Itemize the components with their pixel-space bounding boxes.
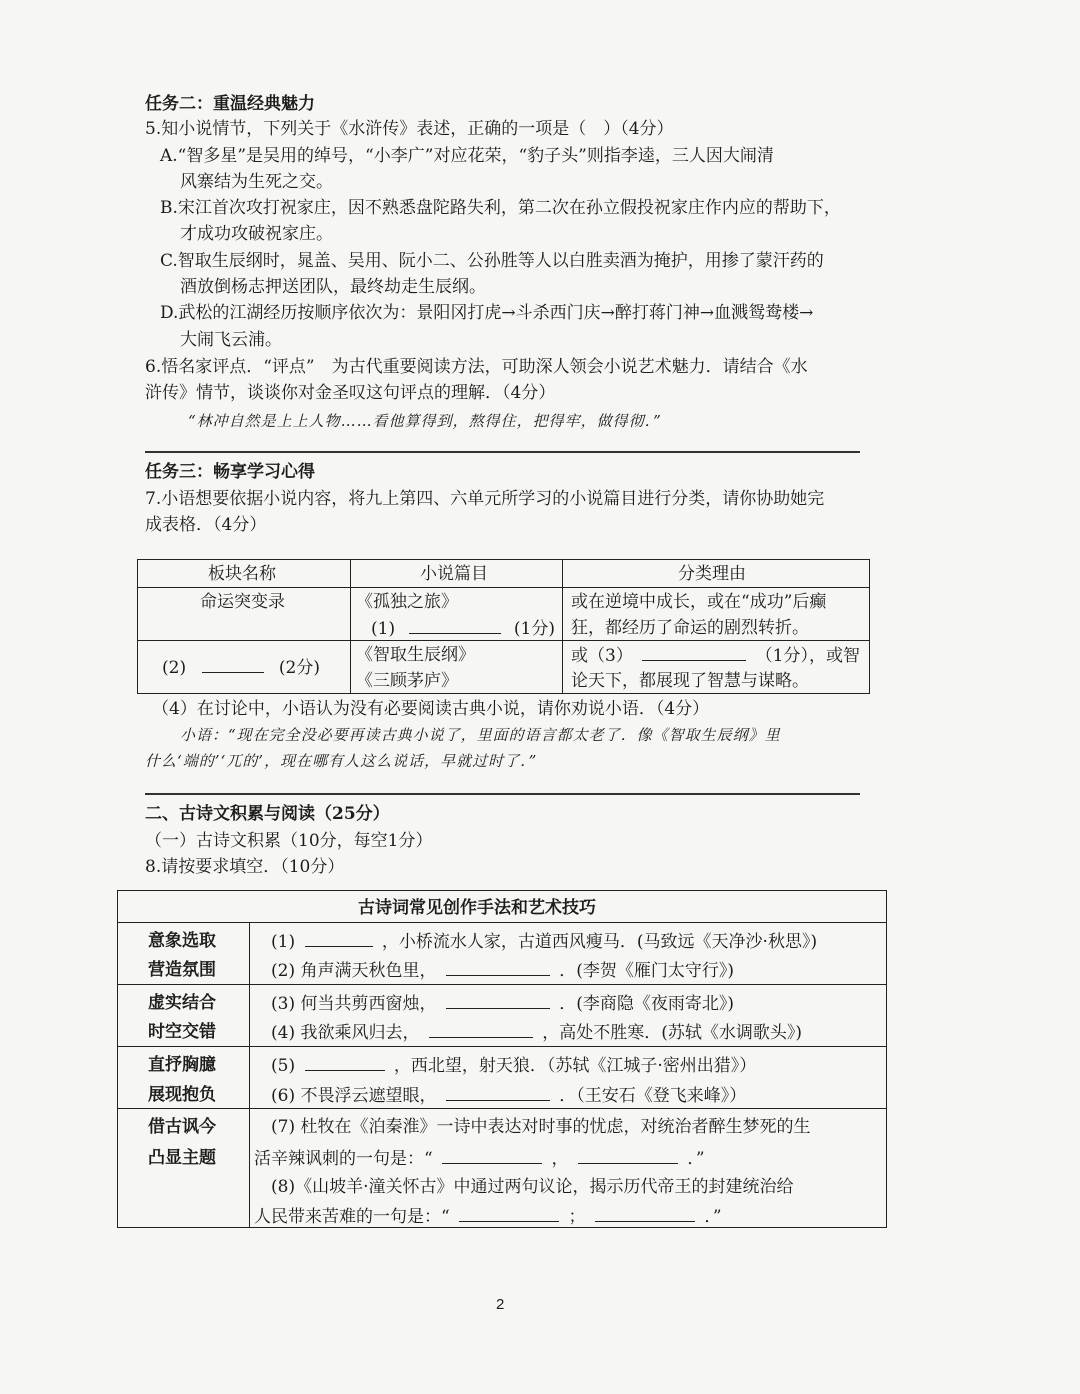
row2-work1: 《智取生辰纲》 — [356, 645, 475, 665]
poetry-table — [117, 890, 887, 1228]
q8-7-line1: (7) 杜牧在《泊秦淮》一诗中表达对时事的忧虑，对统治者醉生梦死的生 — [271, 1117, 811, 1137]
row2-reason-line1: 或（3） （1分），或智 — [571, 646, 860, 666]
classification-table — [137, 559, 870, 694]
q8-stem: 8.请按要求填空．（10分） — [145, 857, 345, 877]
row3-category-line2: 展现抱负 — [148, 1085, 216, 1105]
row1-blank: (1) (1分) — [371, 619, 555, 639]
row1-reason-line2: 狂，都经历了命运的剧烈转折。 — [571, 618, 809, 638]
q7-4-quote-line2: 什么‘端的’‘兀的’，现在哪有人这么说话，早就过时了．” — [145, 752, 538, 770]
q5-option-d-line2: 大闹飞云浦。 — [180, 330, 282, 350]
blank-8b[interactable] — [595, 1205, 695, 1222]
table-header-works: 小说篇目 — [420, 564, 488, 584]
row1-reason-line1: 或在逆境中成长，或在“成功”后癫 — [571, 592, 827, 612]
blank-3[interactable] — [446, 992, 550, 1009]
blank-8a[interactable] — [459, 1205, 559, 1222]
row1-work1: 《孤独之旅》 — [356, 592, 458, 612]
task3-heading: 任务三：畅享学习心得 — [145, 462, 315, 482]
row2-category-line2: 时空交错 — [148, 1022, 216, 1042]
q5-option-c-line2: 酒放倒杨志押送团队，最终劫走生辰纲。 — [180, 277, 486, 297]
q5-stem: 5.知小说情节，下列关于《水浒传》表述，正确的一项是（ ）（4分） — [145, 119, 674, 139]
q7-line1: 7.小语想要依据小说内容，将九上第四、六单元所学习的小说篇目进行分类，请你协助她完 — [145, 489, 825, 509]
row2-category-line1: 虚实结合 — [148, 993, 216, 1013]
blank-4-line: (4) 我欲乘风归去， ，高处不胜寒．(苏轼《水调歌头》) — [271, 1023, 803, 1043]
blank-2[interactable] — [446, 959, 550, 976]
section2-sub1: （一）古诗文积累（10分，每空1分） — [145, 831, 433, 851]
q7-4-quote-line1: 小语：“现在完全没必要再读古典小说了，里面的语言都太老了．像《智取生辰纲》里 — [180, 726, 781, 744]
q5-option-a-line1: A.“智多星”是吴用的绰号，“小李广”对应花荣，“豹子头”则指李逵，三人因大闹清 — [160, 146, 774, 166]
row1-category-line2: 营造氛围 — [148, 960, 216, 980]
row4-category-line1: 借古讽今 — [148, 1117, 216, 1137]
row1-work-blank[interactable] — [409, 617, 501, 634]
blank-5[interactable] — [305, 1054, 385, 1071]
q5-option-d-line1: D.武松的江湖经历按顺序依次为：景阳冈打虎→斗杀西门庆→醉打蒋门神→血溅鸳鸯楼→ — [160, 303, 814, 323]
blank-8-line: 人民带来苦难的一句是：“ ； ．” — [254, 1207, 722, 1227]
blank-5-line: (5) ，西北望，射天狼．（苏轼《江城子·密州出猎》） — [271, 1056, 757, 1076]
table-header-reason: 分类理由 — [678, 564, 746, 584]
blank-7b[interactable] — [578, 1147, 678, 1164]
divider — [145, 793, 860, 795]
blank-6[interactable] — [446, 1084, 550, 1101]
row1-category-line1: 意象选取 — [148, 931, 216, 951]
section2-heading: 二、古诗文积累与阅读（25分） — [145, 804, 390, 824]
row2-reason-line2: 论天下，都展现了智慧与谋略。 — [571, 671, 809, 691]
q6-quote: “林冲自然是上上人物……看他算得到，熬得住，把得牢，做得彻．” — [188, 412, 662, 430]
blank-3-line: (3) 何当共剪西窗烛， ．(李商隐《夜雨寄北》) — [271, 994, 735, 1014]
poetry-table-title: 古诗词常见创作手法和艺术技巧 — [358, 898, 596, 918]
divider — [145, 451, 860, 453]
row3-category-line1: 直抒胸臆 — [148, 1055, 216, 1075]
row2-work2: 《三顾茅庐》 — [356, 671, 458, 691]
q7-4-stem: （4）在讨论中，小语认为没有必要阅读古典小说，请你劝说小语．（4分） — [152, 699, 710, 719]
q5-option-b-line1: B.宋江首次攻打祝家庄，因不熟悉盘陀路失利，第二次在孙立假投祝家庄作内应的帮助下， — [160, 198, 841, 218]
blank-6-line: (6) 不畏浮云遮望眼， ．（王安石《登飞来峰》） — [271, 1086, 747, 1106]
blank-4[interactable] — [429, 1021, 533, 1038]
task2-heading: 任务二：重温经典魅力 — [145, 94, 315, 114]
row2-section-blank[interactable] — [202, 656, 264, 673]
row2-section-name: (2) (2分) — [162, 658, 320, 678]
blank-7a[interactable] — [442, 1147, 542, 1164]
blank-1-line: (1) ，小桥流水人家，古道西风瘦马．(马致远《天净沙·秋思》) — [271, 932, 818, 952]
q5-option-c-line1: C.智取生辰纲时，晁盖、吴用、阮小二、公孙胜等人以白胜卖酒为掩护，用掺了蒙汗药的 — [160, 251, 824, 271]
q6-line2: 浒传》情节，谈谈你对金圣叹这句评点的理解．（4分） — [145, 383, 556, 403]
blank-1[interactable] — [305, 930, 373, 947]
q7-line2: 成表格．（4分） — [145, 515, 267, 535]
q5-option-b-line2: 才成功攻破祝家庄。 — [180, 224, 333, 244]
row4-category-line2: 凸显主题 — [148, 1148, 216, 1168]
q8-8-line1: (8)《山坡羊·潼关怀古》中通过两句议论，揭示历代帝王的封建统治给 — [271, 1177, 794, 1197]
blank-7-line: 活辛辣讽刺的一句是：“ ， ．” — [254, 1149, 705, 1169]
page-number: 2 — [496, 1296, 505, 1313]
blank-2-line: (2) 角声满天秋色里， ．(李贺《雁门太守行》) — [271, 961, 735, 981]
row2-reason-blank[interactable] — [642, 644, 746, 661]
row1-section-name: 命运突变录 — [200, 592, 285, 612]
table-header-section: 板块名称 — [208, 564, 276, 584]
q5-option-a-line2: 风寨结为生死之交。 — [180, 172, 333, 192]
q6-line1: 6.悟名家评点．“评点” 为古代重要阅读方法，可助深人领会小说艺术魅力．请结合《水 — [145, 357, 808, 377]
